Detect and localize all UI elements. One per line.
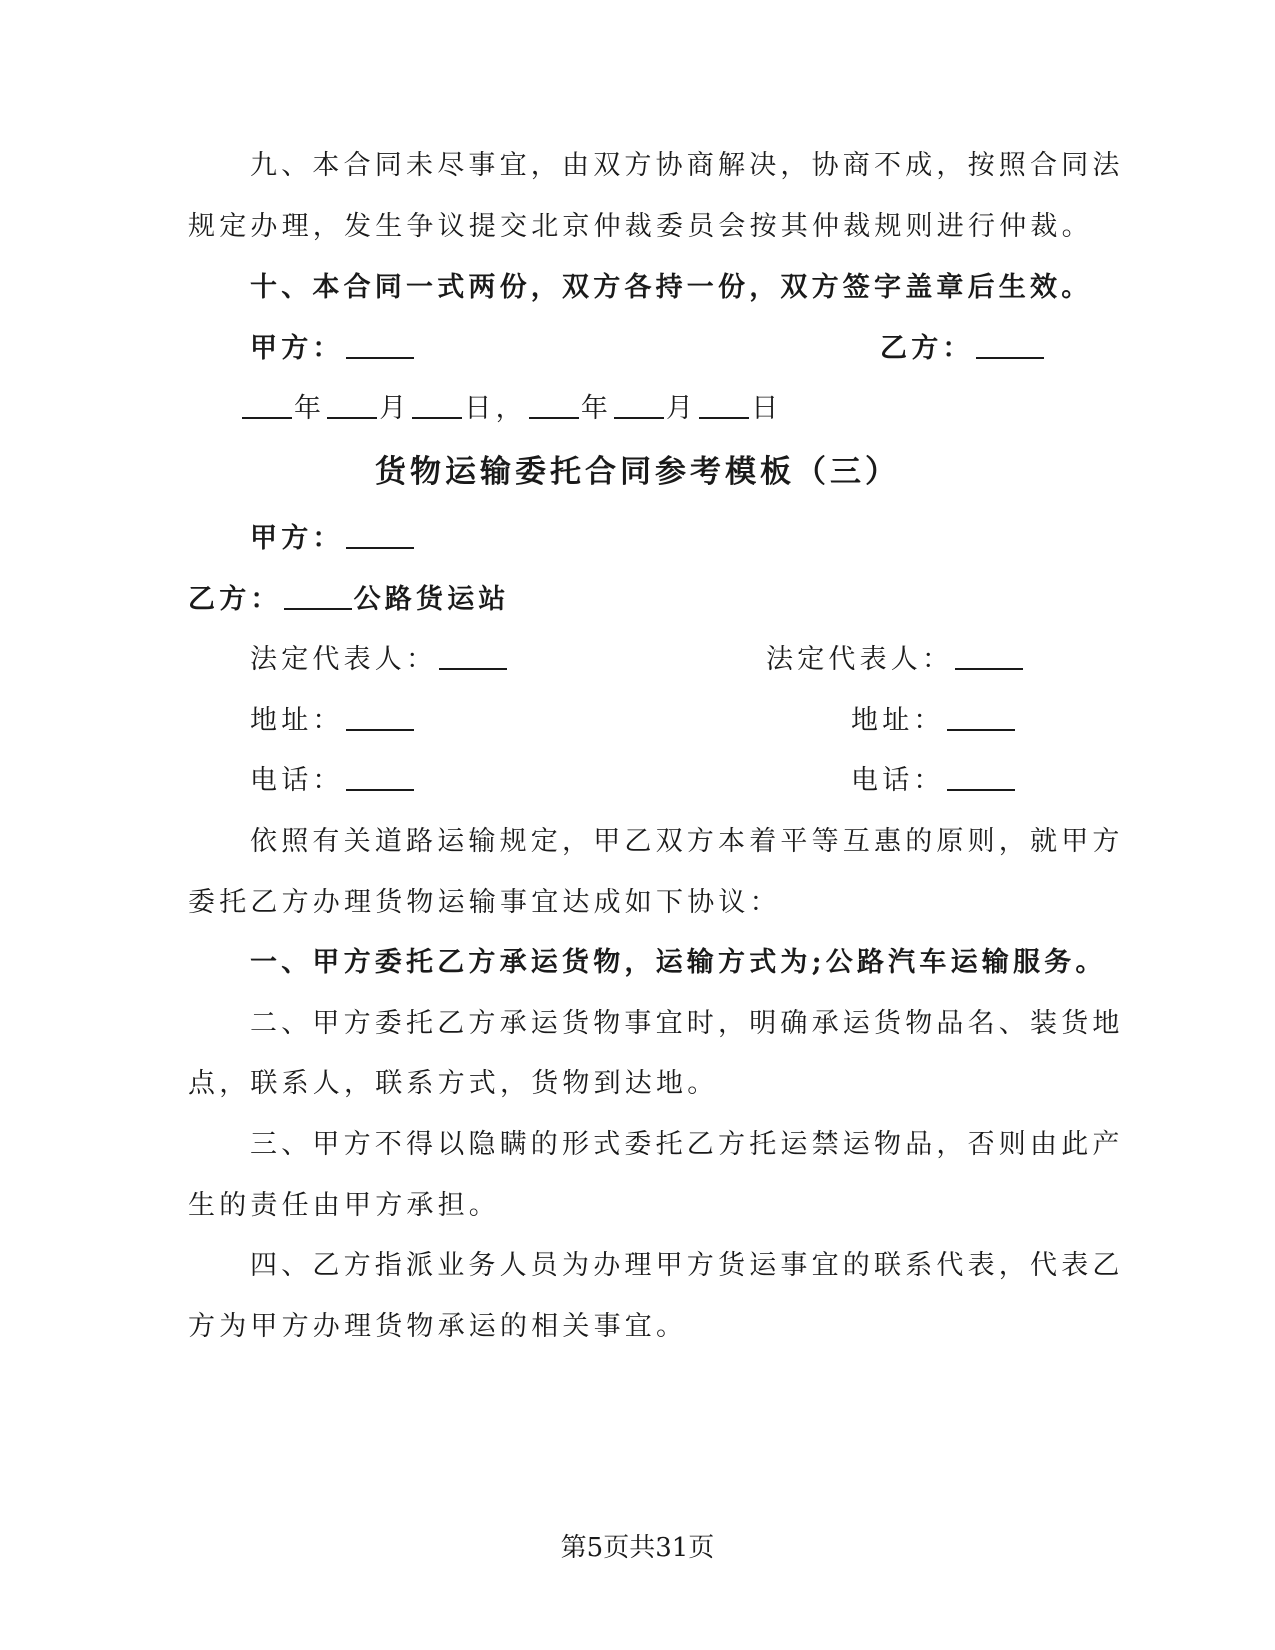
- signature-party-a-label: 甲方：: [250, 333, 344, 364]
- party-b-address: [851, 701, 1017, 741]
- date-blank: [699, 391, 749, 419]
- date-day-label: 日，: [464, 393, 527, 424]
- signature-party-a-blank: [346, 331, 414, 359]
- phone-label: 电话：: [250, 765, 344, 796]
- date-blank: [327, 391, 377, 419]
- date-blank: [412, 391, 462, 419]
- party-b-line: [188, 580, 1058, 620]
- party-b-label: 乙方：: [188, 584, 282, 615]
- rep-label: 法定代表人：: [250, 644, 438, 675]
- party-b-suffix: 公路货运站: [353, 584, 510, 615]
- address-blank: [947, 703, 1015, 731]
- signature-party-b-blank: [976, 331, 1044, 359]
- page-footer: 第5页共31页: [560, 1533, 715, 1563]
- phone-label: 电话：: [851, 765, 945, 796]
- rep-label: 法定代表人：: [766, 644, 954, 675]
- party-a-blank: [346, 521, 414, 549]
- date-blank: [614, 391, 664, 419]
- clause-2-line-1: 二、甲方委托乙方承运货物事宜时，明确承运货物品名、装货地: [250, 1008, 1124, 1039]
- phone-blank: [947, 763, 1015, 791]
- intro-line-2: 委托乙方办理货物运输事宜达成如下协议：: [188, 887, 781, 918]
- party-b-phone: [851, 761, 1017, 801]
- date-year-label: 年: [294, 393, 326, 424]
- clause-2-line-2: 点，联系人，联系方式，货物到达地。: [188, 1068, 719, 1099]
- party-a-line: [250, 519, 1120, 559]
- address-label: 地址：: [250, 705, 344, 736]
- signature-party-b-label: 乙方：: [880, 333, 974, 364]
- template-title: 货物运输委托合同参考模板（三）: [375, 454, 900, 490]
- article-9-line-1: [250, 146, 1124, 186]
- address-blank: [346, 703, 414, 731]
- party-b-blank: [284, 582, 352, 610]
- clause-4-line-1: 四、乙方指派业务人员为办理甲方货运事宜的联系代表，代表乙: [250, 1250, 1124, 1281]
- date-month-label: 月: [379, 393, 411, 424]
- date-blank: [529, 391, 579, 419]
- clause-4-line-2: 方为甲方办理货物承运的相关事宜。: [188, 1311, 688, 1342]
- party-b-rep: [766, 640, 1025, 680]
- rep-blank: [955, 642, 1023, 670]
- article-10: 十、本合同一式两份，双方各持一份，双方签字盖章后生效。: [250, 272, 1093, 303]
- article-9-line-2: 规定办理，发生争议提交北京仲裁委员会按其仲裁规则进行仲裁。: [188, 211, 1093, 242]
- date-blank: [242, 391, 292, 419]
- clause-3-line-2: 生的责任由甲方承担。: [188, 1190, 500, 1221]
- intro-line-1: 依照有关道路运输规定，甲乙双方本着平等互惠的原则，就甲方: [250, 826, 1124, 857]
- phone-blank: [346, 763, 414, 791]
- rep-blank: [439, 642, 507, 670]
- signature-party-b: [880, 329, 1046, 369]
- address-label: 地址：: [851, 705, 945, 736]
- article-9-text-1: 九、本合同未尽事宜，由双方协商解决，协商不成，按照合同法: [250, 150, 1124, 181]
- date-day-label: 日: [751, 393, 783, 424]
- date-year-label: 年: [580, 393, 613, 424]
- clause-3-line-1: 三、甲方不得以隐瞒的形式委托乙方托运禁运物品，否则由此产: [250, 1129, 1124, 1160]
- clause-1: 一、甲方委托乙方承运货物，运输方式为;公路汽车运输服务。: [250, 947, 1107, 978]
- party-a-label: 甲方：: [250, 523, 344, 554]
- signature-date-line: [240, 389, 1110, 429]
- date-month-label: 月: [666, 393, 698, 424]
